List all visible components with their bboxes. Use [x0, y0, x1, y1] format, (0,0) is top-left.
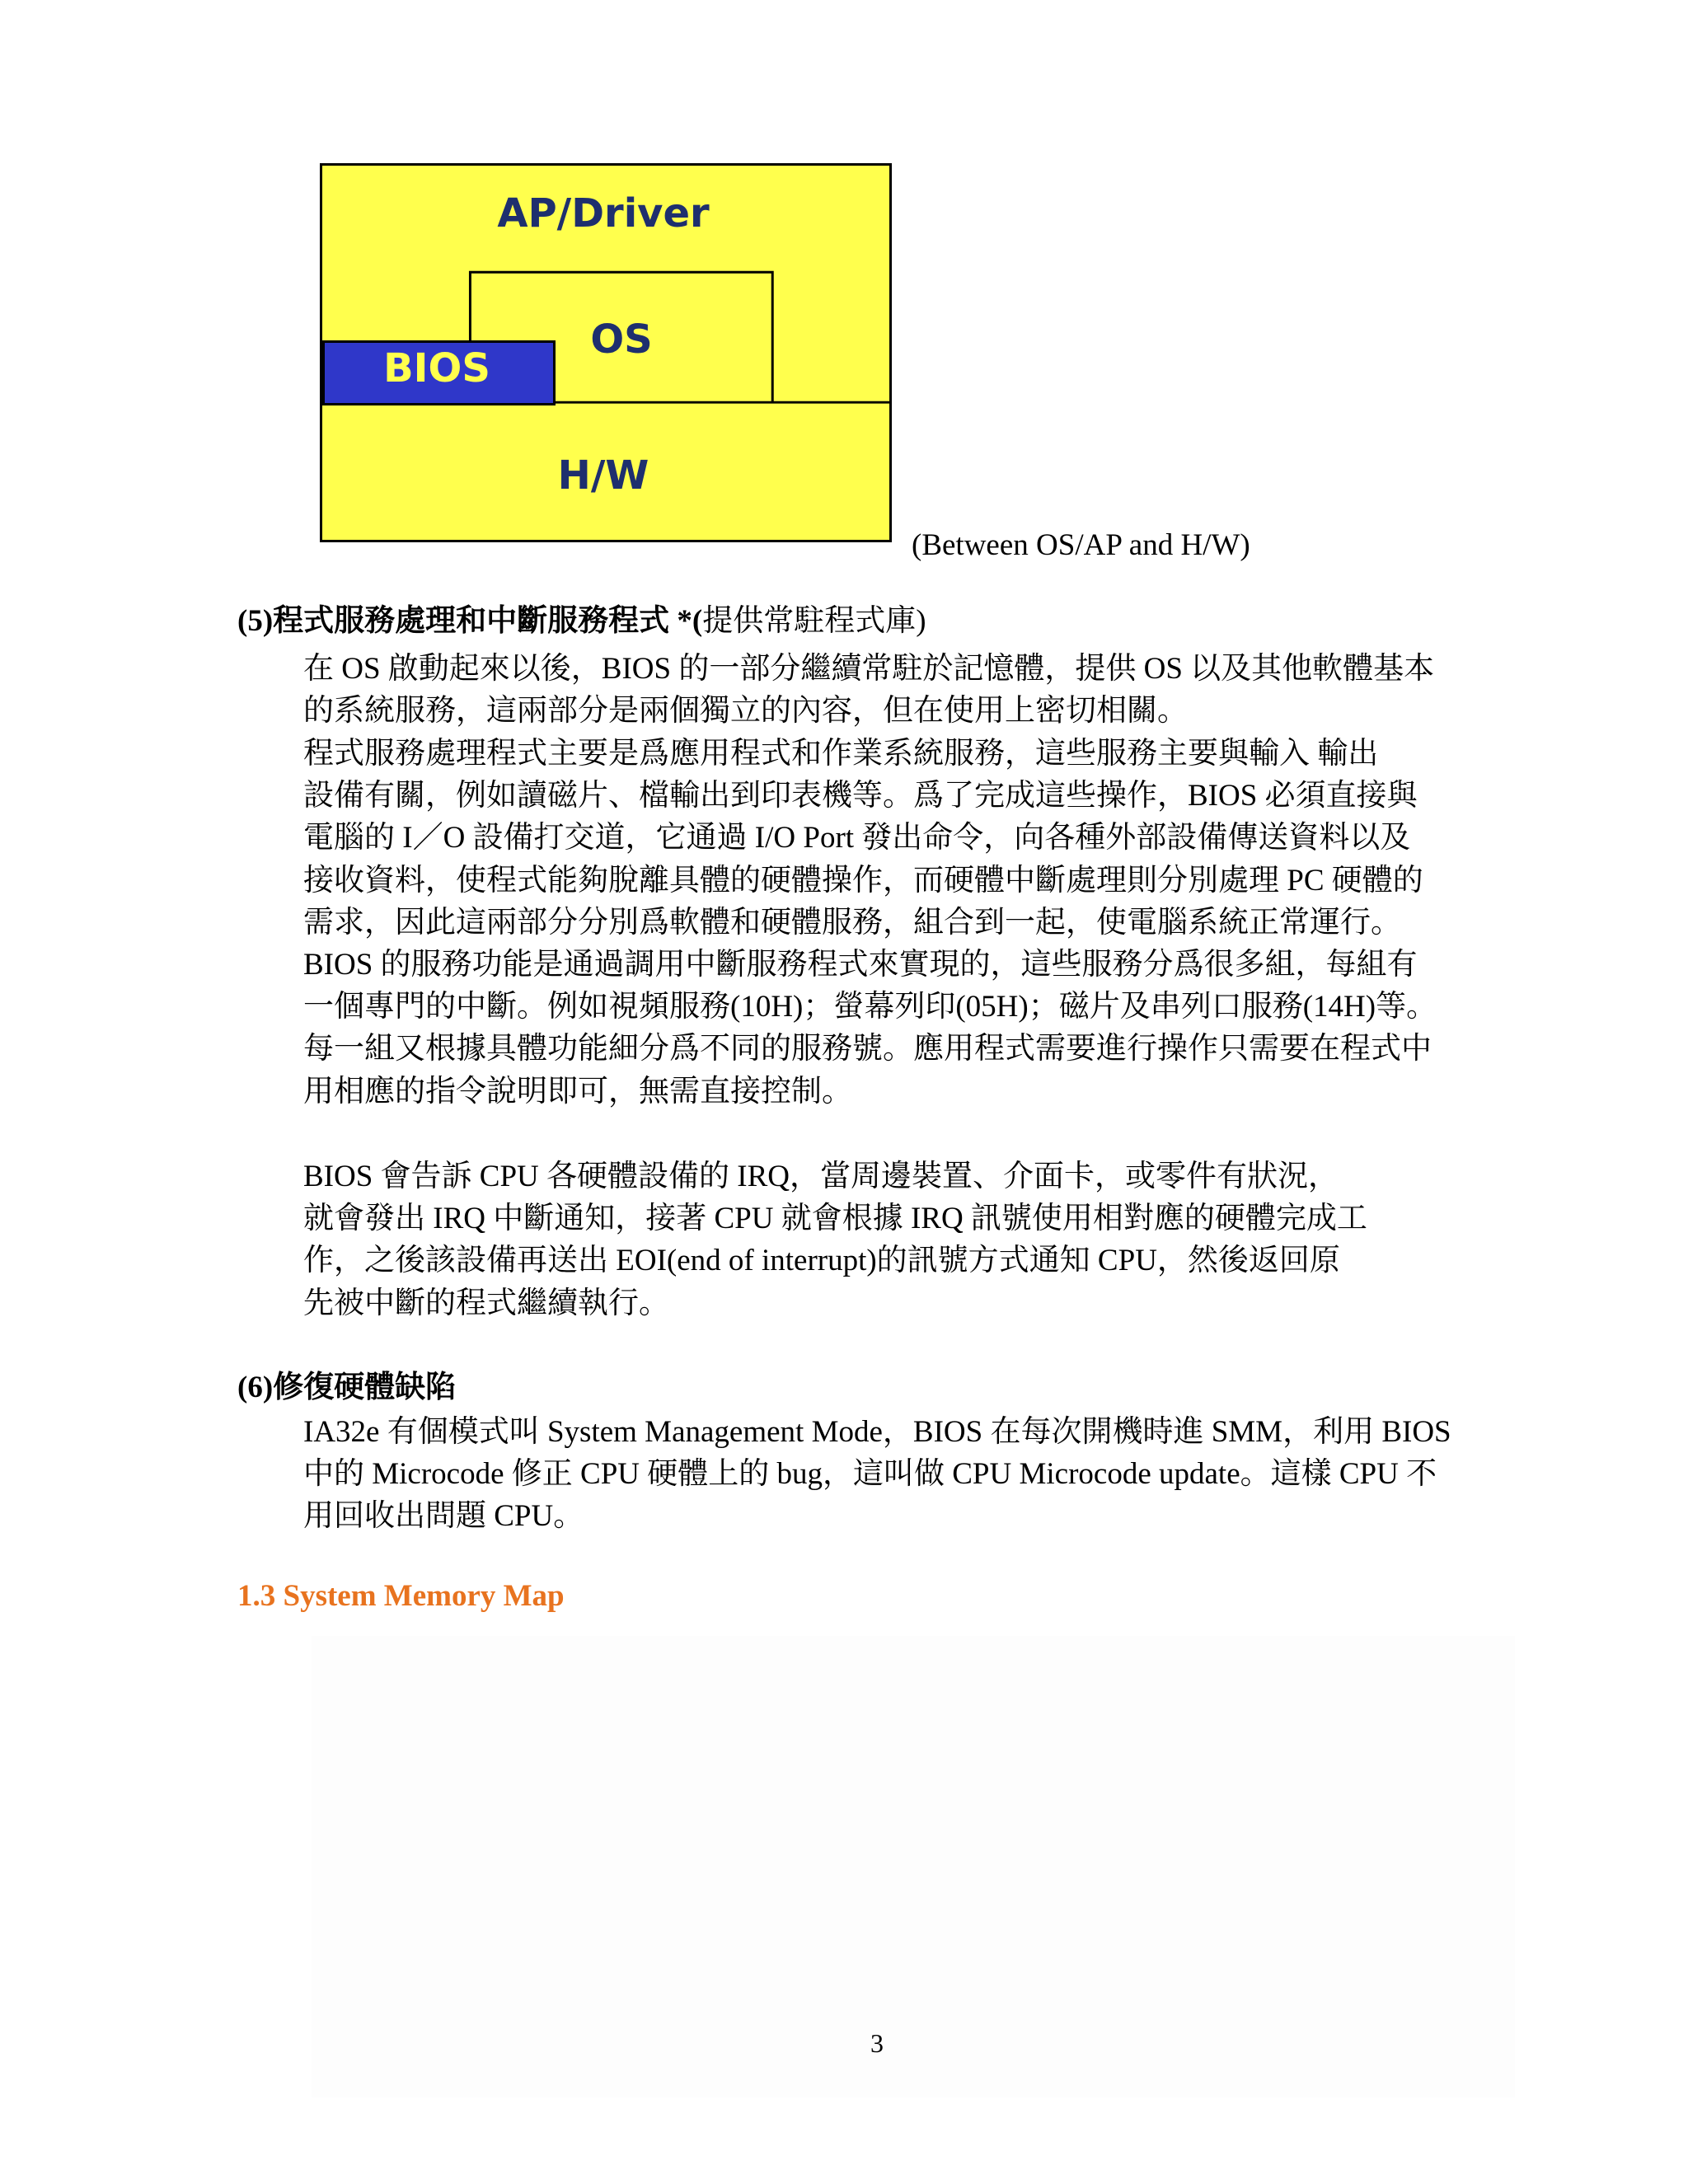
paragraph-line: BIOS 會告訴 CPU 各硬體設備的 IRQ，當周邊裝置、介面卡，或零件有狀況，: [303, 1160, 1339, 1193]
section-6-heading: (6)修復硬體缺陷: [237, 1371, 457, 1404]
page-number: 3: [870, 2028, 884, 2058]
paragraph-line: 的系統服務，這兩部分是兩個獨立的內容，但在使用上密切相關。: [303, 694, 1188, 729]
paragraph-line: 程式服務處理程式主要是爲應用程式和作業系統服務，這些服務主要與輸入 輸出: [303, 737, 1379, 771]
paragraph-line: 接收資料，使程式能夠脫離具體的硬體操作，而硬體中斷處理則分別處理 PC 硬體的: [303, 863, 1423, 898]
section-5-heading-normal: 提供常駐程式庫): [702, 604, 926, 638]
memory-map-placeholder: [312, 1636, 1515, 2097]
os-label: OS: [590, 316, 653, 363]
section-1-3-title: 1.3 System Memory Map: [237, 1579, 565, 1613]
section-5-paragraph-1: [303, 648, 1523, 732]
paragraph-line: 每一組又根據具體功能細分爲不同的服務號。應用程式需要進行操作只需要在程式中: [303, 1032, 1432, 1066]
paragraph-line: 在 OS 啟動起來以後，BIOS 的一部分繼續常駐於記憶體，提供 OS 以及其他軟體基本: [303, 652, 1435, 686]
diagram-caption: (Between OS/AP and H/W): [912, 528, 1250, 562]
paragraph-line: 電腦的 I／O 設備打交道，它通過 I/O Port 發出命令，向各種外部設備傳送資料以及: [303, 821, 1411, 855]
ap-driver-label: AP/Driver: [497, 190, 710, 237]
paragraph-line: 就會發出 IRQ 中斷通知，接著 CPU 就會根據 IRQ 訊號使用相對應的硬體完成工: [303, 1202, 1367, 1236]
paragraph-line: BIOS 的服務功能是通過調用中斷服務程式來實現的，這些服務分爲很多組，每組有: [303, 948, 1418, 982]
paragraph-line: 設備有關，例如讀磁片、檔輸出到印表機等。爲了完成這些操作，BIOS 必須直接與: [303, 779, 1418, 813]
paragraph-line: IA32e 有個模式叫 System Management Mode，BIOS 在每次開機時進 SMM，利用 BIOS: [303, 1415, 1451, 1449]
paragraph-line: 作，之後該設備再送出 EOI(end of interrupt)的訊號方式通知 CPU，然後返回原: [303, 1244, 1340, 1278]
paragraph-line: 先被中斷的程式繼續執行。: [303, 1286, 669, 1320]
section-5-paragraph-2: [303, 733, 1523, 944]
paragraph-line: 中的 Microcode 修正 CPU 硬體上的 bug，這叫做 CPU Microcode update。這樣 CPU 不: [303, 1457, 1437, 1492]
paragraph-line: 用回收出問題 CPU。: [303, 1499, 584, 1534]
paragraph-line: 需求，因此這兩部分分別爲軟體和硬體服務，組合到一起，使電腦系統正常運行。: [303, 905, 1401, 940]
section-6-paragraph: [303, 1411, 1523, 1538]
paragraph-line: 用相應的指令說明即可，無需直接控制。: [303, 1074, 852, 1108]
section-5-heading-bold: (5)程式服務處理和中斷服務程式 *(: [237, 604, 703, 638]
section-5-heading: [237, 602, 926, 641]
section-5-paragraph-3: [303, 944, 1523, 1113]
bios-layer-diagram: [320, 163, 892, 542]
paragraph-line: 一個專門的中斷。例如視頻服務(10H)；螢幕列印(05H)；磁片及串列口服務(14H)等。: [303, 990, 1437, 1024]
bios-label: BIOS: [383, 345, 490, 391]
section-5-paragraph-4: [303, 1155, 1523, 1324]
hw-label: H/W: [557, 452, 649, 499]
